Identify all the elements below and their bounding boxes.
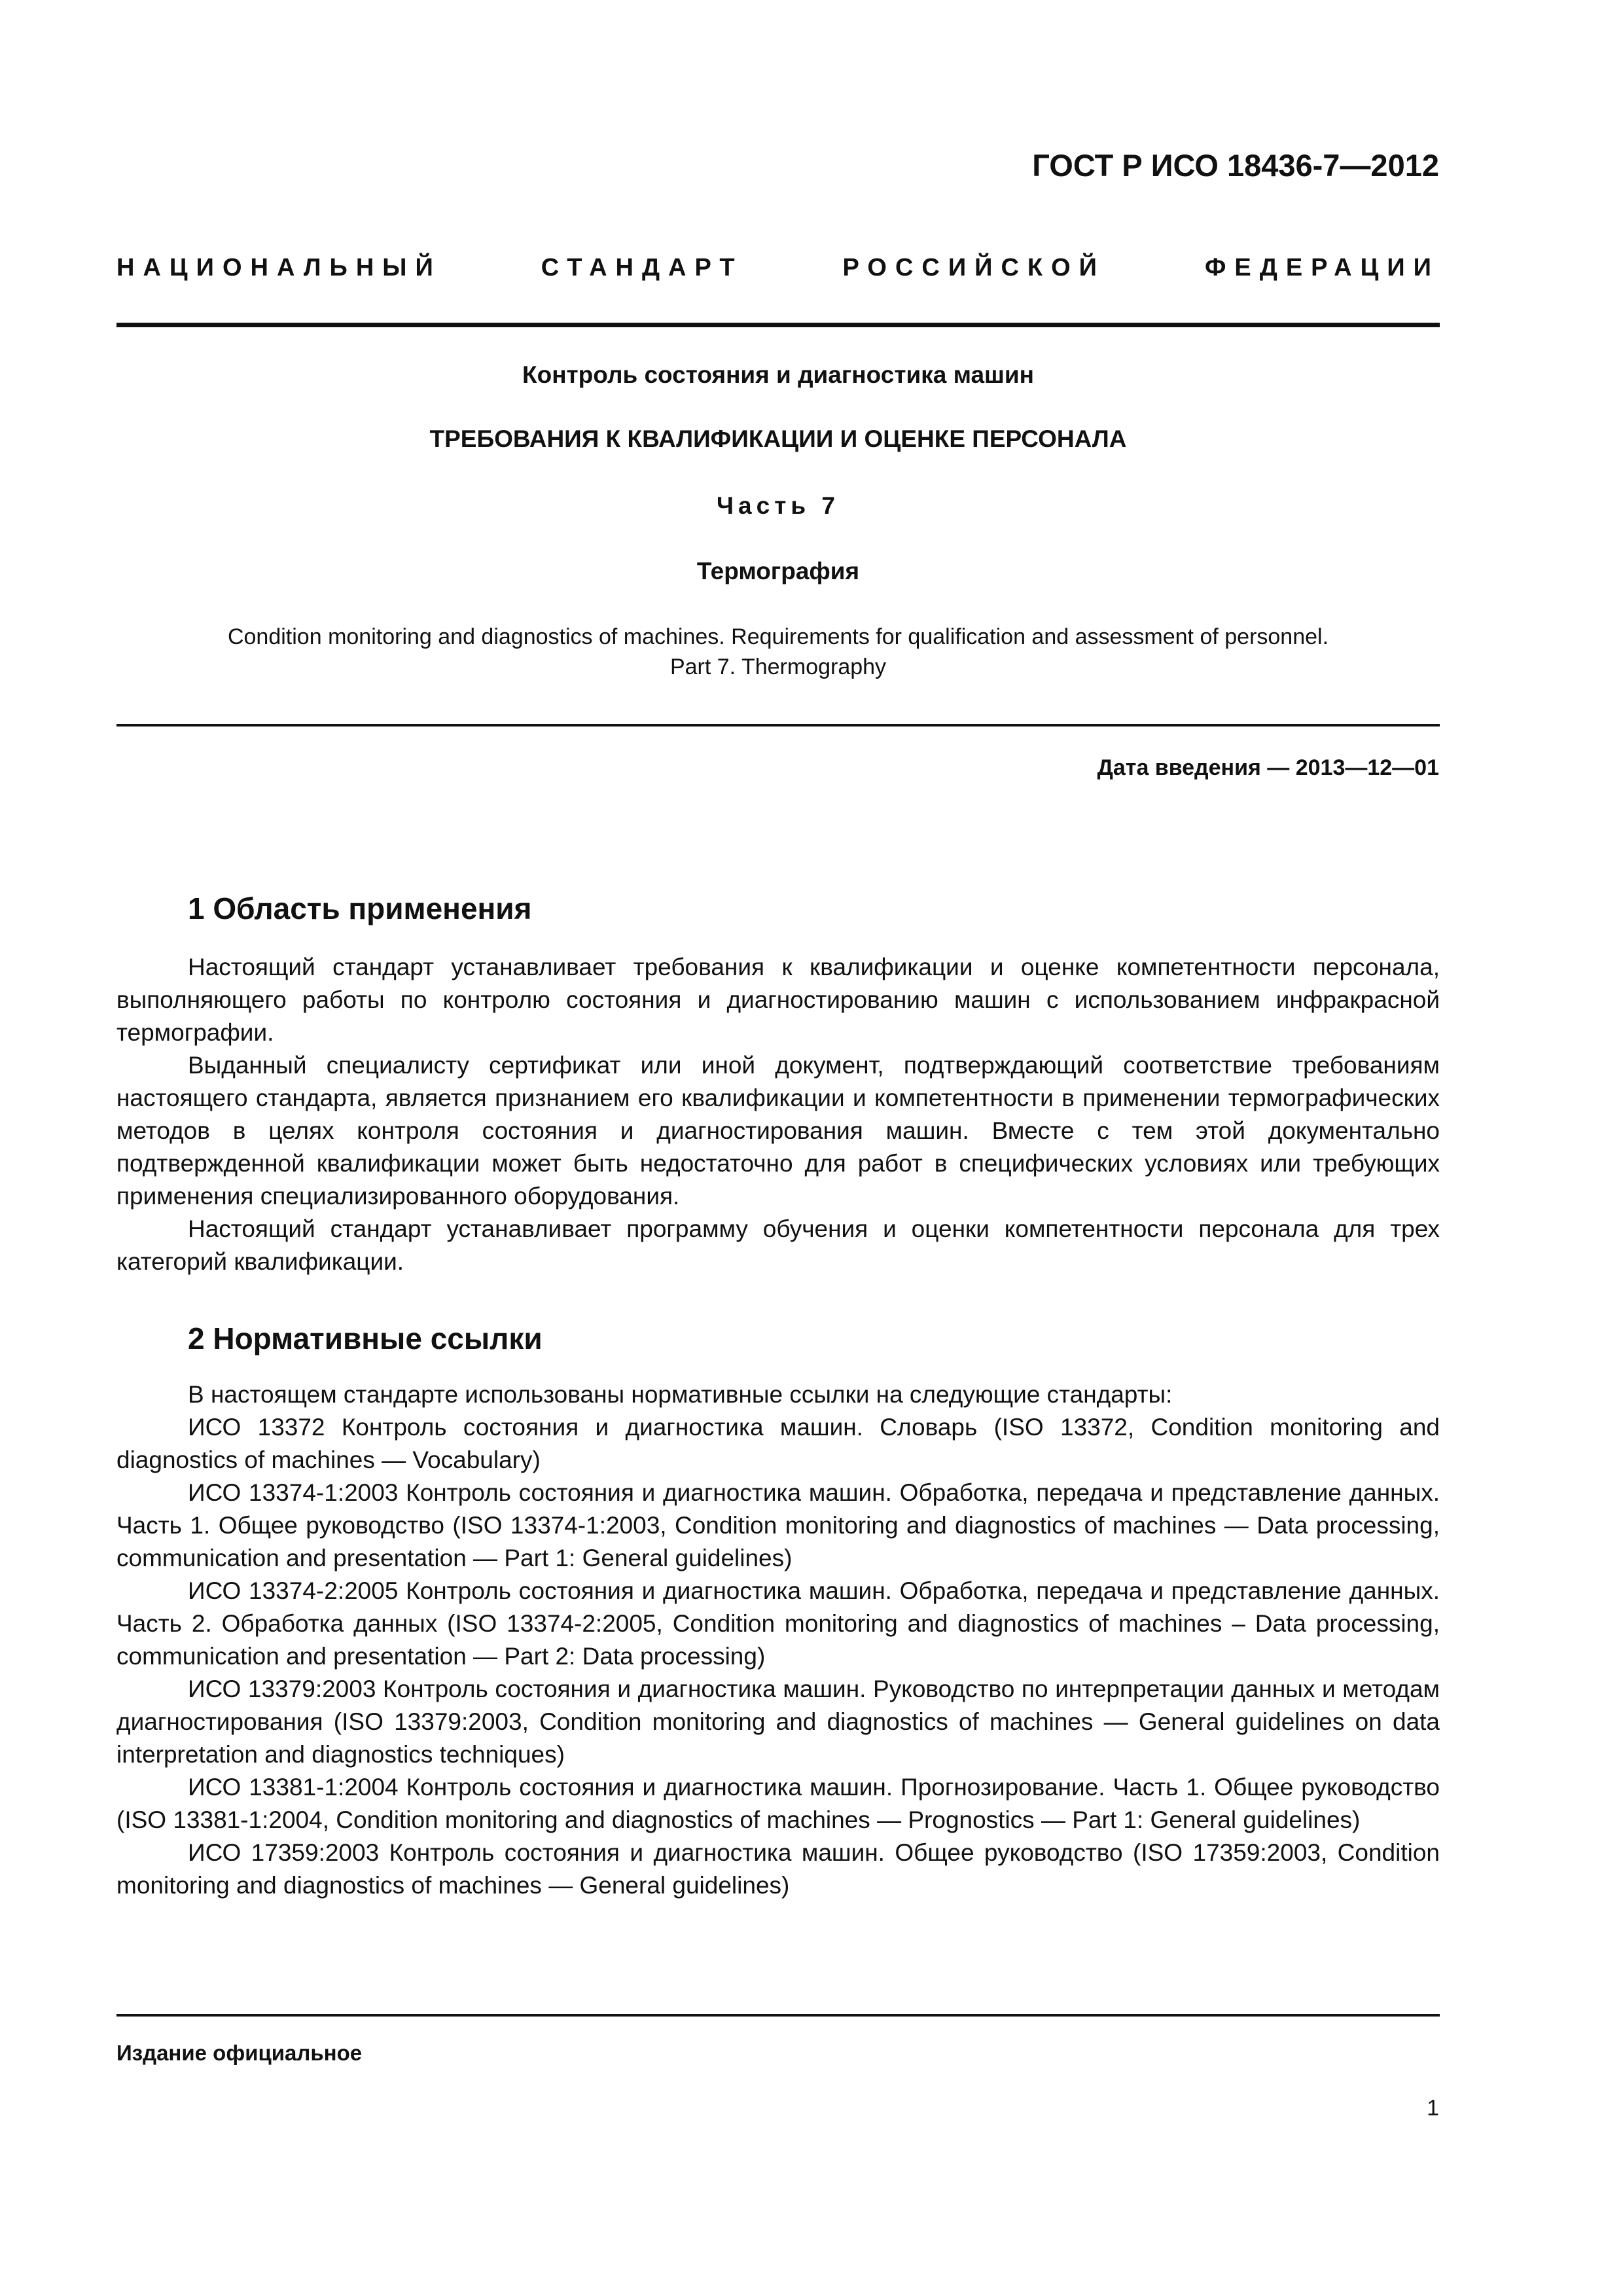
- reference-item: ИСО 13381-1:2004 Контроль состояния и диагностика машин. Прогнозирование. Часть 1. Общее руководство (ISO 13381-1:2004, Condition monitoring and diagnostics of machines — Prognostics — Part 1: General guidelines): [116, 1774, 1440, 1833]
- paragraph: Настоящий стандарт устанавливает требования к квалификации и оценке компетентности персонала, выполняющего работы по контролю состояния и диагностированию машин с использованием инфракрасной термографии.: [116, 954, 1440, 1046]
- section-body-normative-references: [116, 1378, 1440, 1902]
- section-body-scope: [116, 951, 1440, 1278]
- part-label: Часть 7: [717, 492, 840, 519]
- reference-item: ИСО 13379:2003 Контроль состояния и диагностика машин. Руководство по интерпретации данных и методам диагностирования (ISO 13379:2003, Condition monitoring and diagnostics of machines — General guidelines on data interpretation and diagnostics techniques): [116, 1676, 1440, 1768]
- english-title: [116, 622, 1440, 682]
- reference-item: ИСО 13372 Контроль состояния и диагностика машин. Словарь (ISO 13372, Condition monitoring and diagnostics of machines — Vocabulary): [116, 1414, 1440, 1473]
- standard-subtitle: Контроль состояния и диагностика машин: [522, 361, 1034, 388]
- footer-rule: [116, 2014, 1440, 2017]
- introduction-date: Дата введения — 2013—12—01: [1097, 755, 1439, 780]
- header-rule: [116, 323, 1440, 327]
- reference-item: ИСО 17359:2003 Контроль состояния и диагностика машин. Общее руководство (ISO 17359:2003, Condition monitoring and diagnostics of machines — General guidelines): [116, 1839, 1440, 1899]
- paragraph: Выданный специалисту сертификат или иной документ, подтверждающий соответствие требованиям настоящего стандарта, является признанием его квалификации и компетентности в применении термографических методов в целях контроля состояния и диагностирования машин. Вместе с тем этой документально подтвержденной квалификации может быть недостаточно для работ в специфических условиях или требующих применения специализированного оборудования.: [116, 1052, 1440, 1210]
- page-number: 1: [1427, 2096, 1439, 2121]
- edition-note: Издание официальное: [116, 2041, 363, 2065]
- paragraph: Настоящий стандарт устанавливает программу обучения и оценки компетентности персонала для трех категорий квалификации.: [116, 1215, 1440, 1275]
- document-code: ГОСТ Р ИСО 18436-7—2012: [1032, 148, 1439, 183]
- title-divider: [116, 724, 1440, 726]
- section-heading-scope: 1 Область применения: [188, 891, 532, 925]
- part-title: Термография: [696, 558, 860, 584]
- english-title-line-2: Part 7. Thermography: [669, 655, 887, 679]
- national-standard-title: НАЦИОНАЛЬНЫЙ СТАНДАРТ РОССИЙСКОЙ ФЕДЕРАЦИИ: [116, 254, 1440, 281]
- reference-item: ИСО 13374-1:2003 Контроль состояния и диагностика машин. Обработка, передача и представление данных. Часть 1. Общее руководство (ISO 13374-1:2003, Condition monitoring and diagnostics of machines — Data processing, communication and presentation — Part 1: General guidelines): [116, 1479, 1440, 1571]
- english-title-line-1: Condition monitoring and diagnostics of machines. Requirements for qualification and assessment of personnel.: [227, 624, 1329, 649]
- reference-item: ИСО 13374-2:2005 Контроль состояния и диагностика машин. Обработка, передача и представление данных. Часть 2. Обработка данных (ISO 13374-2:2005, Condition monitoring and diagnostics of machines – Data processing, communication and presentation — Part 2: Data processing): [116, 1577, 1440, 1670]
- section-heading-normative-references: 2 Нормативные ссылки: [188, 1321, 543, 1355]
- paragraph: В настоящем стандарте использованы нормативные ссылки на следующие стандарты:: [188, 1381, 1173, 1408]
- standard-title: ТРЕБОВАНИЯ К КВАЛИФИКАЦИИ И ОЦЕНКЕ ПЕРСОНАЛА: [429, 425, 1127, 452]
